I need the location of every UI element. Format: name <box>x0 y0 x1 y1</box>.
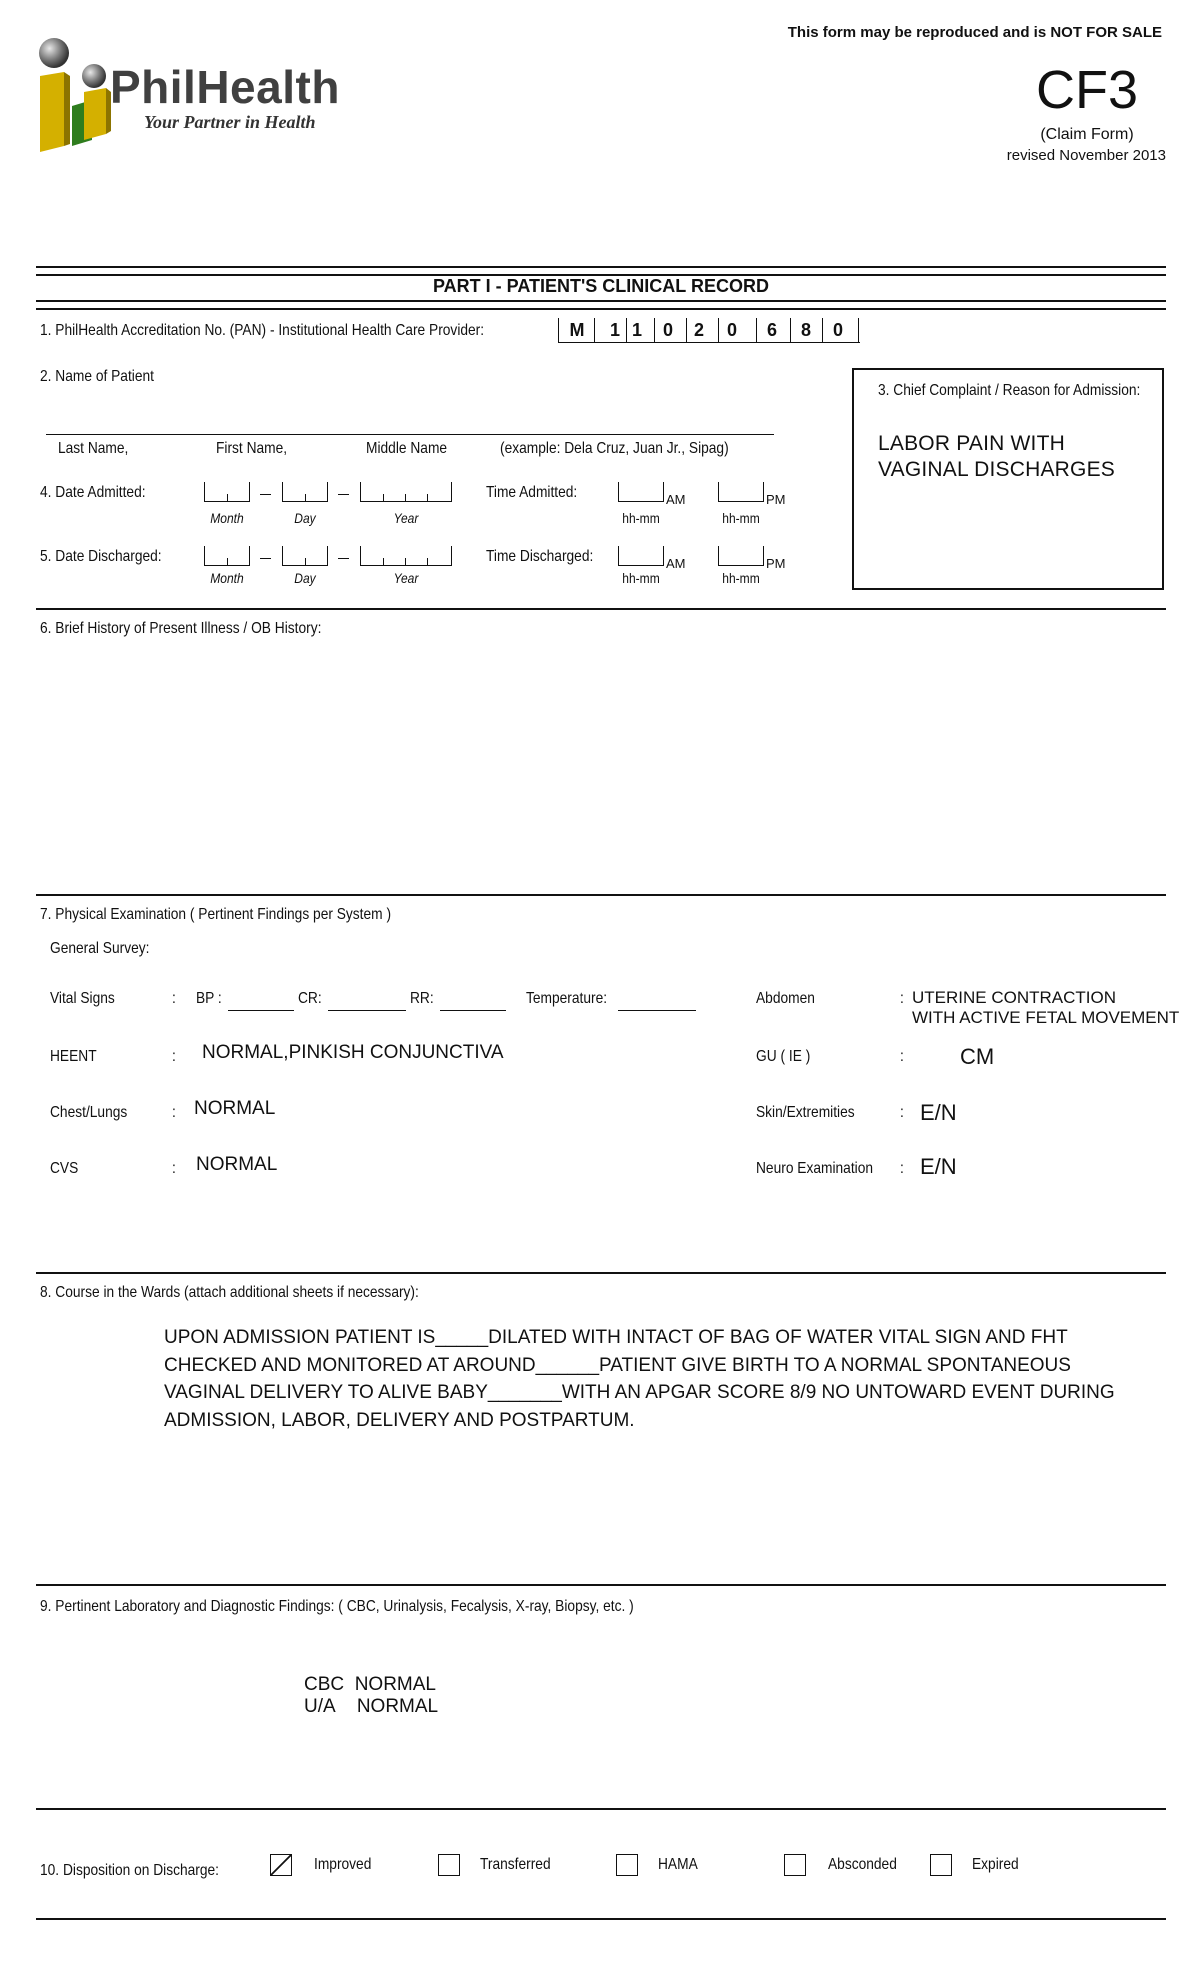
day-caption: Day <box>294 510 316 526</box>
part-title-bottom-rule <box>36 300 1166 310</box>
am-caption: AM <box>666 556 686 571</box>
improved-checkbox[interactable] <box>270 1854 292 1876</box>
colon-separator: : <box>900 1048 904 1065</box>
absconded-checkbox[interactable] <box>784 1854 806 1876</box>
chief-complaint-line1: LABOR PAIN WITH <box>878 432 1065 455</box>
month-caption: Month <box>210 510 244 526</box>
skin-extremities-label: Skin/Extremities <box>756 1104 855 1121</box>
skin-extremities-value: E/N <box>920 1100 957 1125</box>
logo-name: PhilHealth <box>110 61 340 113</box>
pan-digit: 8 <box>800 320 811 340</box>
date-discharged-label: 5. Date Discharged: <box>40 548 162 565</box>
date-admitted-label: 4. Date Admitted: <box>40 484 146 501</box>
cbc-test-name: CBC <box>304 1674 345 1695</box>
philhealth-logo <box>36 36 386 156</box>
course-line: VAGINAL DELIVERY TO ALIVE BABY_______WITH AN APGAR SCORE 8/9 NO UNTOWARD EVENT DURING <box>164 1382 1115 1403</box>
course-text[interactable] <box>164 1324 1160 1434</box>
section-divider <box>36 1918 1166 1920</box>
chest-lungs-label: Chest/Lungs <box>50 1104 128 1121</box>
cr-field[interactable] <box>328 1010 406 1011</box>
abdomen-value-line2: WITH ACTIVE FETAL MOVEMENT <box>912 1008 1180 1027</box>
hhmm-caption: hh-mm <box>622 570 660 586</box>
last-name-label: Last Name, <box>58 440 129 457</box>
abdomen-value-line1: UTERINE CONTRACTION <box>912 988 1116 1007</box>
form-code: CF3 <box>1035 60 1138 120</box>
chief-complaint-box[interactable] <box>852 368 1164 590</box>
section-divider <box>36 894 1166 896</box>
chief-complaint-label: 3. Chief Complaint / Reason for Admission: <box>878 382 1141 399</box>
transferred-checkbox[interactable] <box>438 1854 460 1876</box>
improved-label: Improved <box>314 1856 372 1873</box>
colon-separator: : <box>172 1104 176 1121</box>
rr-field[interactable] <box>440 1010 506 1011</box>
patient-name-line[interactable] <box>46 434 774 435</box>
section-divider <box>36 1272 1166 1274</box>
abdomen-label: Abdomen <box>756 990 815 1007</box>
rr-label: RR: <box>410 990 434 1007</box>
neuro-exam-label: Neuro Examination <box>756 1160 874 1177</box>
pan-digit: 0 <box>726 320 737 340</box>
pan-digit: 6 <box>766 320 777 340</box>
pan-digit: 1 <box>631 320 642 340</box>
course-line: ADMISSION, LABOR, DELIVERY AND POSTPARTUM. <box>164 1409 635 1431</box>
expired-checkbox[interactable] <box>930 1854 952 1876</box>
chief-complaint-line2: VAGINAL DISCHARGES <box>878 458 1115 481</box>
pan-digit: 0 <box>832 320 843 340</box>
colon-separator: : <box>900 1104 904 1121</box>
hhmm-caption: hh-mm <box>622 510 660 526</box>
transferred-label: Transferred <box>480 1856 551 1873</box>
hama-checkbox[interactable] <box>616 1854 638 1876</box>
physical-exam-label: 7. Physical Examination ( Pertinent Findings per System ) <box>40 906 392 923</box>
cbc-result: NORMAL <box>354 1674 436 1695</box>
pan-digit: 0 <box>662 320 673 340</box>
heent-value: NORMAL,PINKISH CONJUNCTIVA <box>202 1042 504 1063</box>
part-title: PART I - PATIENT'S CLINICAL RECORD <box>433 276 769 296</box>
middle-name-label: Middle Name <box>366 440 448 457</box>
colon-separator: : <box>172 990 176 1007</box>
cr-label: CR: <box>298 990 322 1007</box>
course-line: CHECKED AND MONITORED AT AROUND______PATIENT GIVE BIRTH TO A NORMAL SPONTANEOUS <box>164 1354 1071 1376</box>
reproduction-notice: This form may be reproduced and is NOT FOR SALE <box>787 24 1162 41</box>
bp-label: BP : <box>196 990 222 1007</box>
heent-label: HEENT <box>50 1048 97 1065</box>
pan-number-field <box>558 318 860 343</box>
course-line: UPON ADMISSION PATIENT IS_____DILATED WITH INTACT OF BAG OF WATER VITAL SIGN AND FHT <box>164 1327 1068 1348</box>
temperature-label: Temperature: <box>526 990 608 1007</box>
hama-label: HAMA <box>658 1856 698 1873</box>
year-caption: Year <box>393 510 419 526</box>
bp-field[interactable] <box>228 1010 294 1011</box>
vital-signs-label: Vital Signs <box>50 990 115 1007</box>
year-caption: Year <box>393 570 419 586</box>
time-discharged-label: Time Discharged: <box>486 548 594 565</box>
hhmm-caption: hh-mm <box>722 510 760 526</box>
ua-result: NORMAL <box>356 1696 439 1717</box>
first-name-label: First Name, <box>216 440 288 457</box>
lab-findings-label: 9. Pertinent Laboratory and Diagnostic Findings: ( CBC, Urinalysis, Fecalysis, X-ray, Biopsy, etc. ) <box>40 1598 634 1615</box>
colon-separator: : <box>900 1160 904 1177</box>
am-caption: AM <box>666 492 686 507</box>
section-divider <box>36 1808 1166 1810</box>
pm-caption: PM <box>766 492 786 507</box>
form-revision: revised November 2013 <box>1006 147 1166 164</box>
chest-lungs-value: NORMAL <box>194 1098 276 1119</box>
expired-label: Expired <box>972 1856 1019 1873</box>
ua-test-name: U/A <box>304 1696 336 1717</box>
form-type: (Claim Form) <box>1040 126 1134 143</box>
colon-separator: : <box>172 1160 176 1177</box>
lab-findings-text[interactable] <box>304 1674 438 1718</box>
pm-caption: PM <box>766 556 786 571</box>
logo-tagline: Your Partner in Health <box>144 112 316 132</box>
absconded-label: Absconded <box>828 1856 897 1873</box>
hhmm-caption: hh-mm <box>722 570 760 586</box>
history-field[interactable] <box>40 646 1160 886</box>
time-admitted-label: Time Admitted: <box>486 484 578 501</box>
course-label: 8. Course in the Wards (attach additional sheets if necessary): <box>40 1284 419 1301</box>
pan-digit: 2 <box>693 320 704 340</box>
day-caption: Day <box>294 570 316 586</box>
cvs-value: NORMAL <box>196 1154 278 1175</box>
month-caption: Month <box>210 570 244 586</box>
section-divider <box>36 608 1166 610</box>
philhealth-logo-mark-icon <box>36 36 116 154</box>
history-label: 6. Brief History of Present Illness / OB History: <box>40 620 322 637</box>
disposition-label: 10. Disposition on Discharge: <box>40 1862 219 1879</box>
pan-digit: 1 <box>609 320 620 340</box>
part-title-top-rule <box>36 266 1166 276</box>
colon-separator: : <box>172 1048 176 1065</box>
temperature-field[interactable] <box>618 1010 696 1011</box>
patient-name-label: 2. Name of Patient <box>40 368 154 385</box>
gu-label: GU ( IE ) <box>756 1048 811 1065</box>
name-example: (example: Dela Cruz, Juan Jr., Sipag) <box>500 440 729 457</box>
neuro-exam-value: E/N <box>920 1154 957 1179</box>
gu-value: CM <box>960 1044 995 1069</box>
colon-separator: : <box>900 990 904 1007</box>
cvs-label: CVS <box>50 1160 79 1177</box>
pan-digit: M <box>569 320 585 340</box>
check-slash-icon <box>271 1855 291 1875</box>
pan-label: 1. PhilHealth Accreditation No. (PAN) - Institutional Health Care Provider: <box>40 322 485 339</box>
section-divider <box>36 1584 1166 1586</box>
general-survey-label: General Survey: <box>50 940 150 957</box>
